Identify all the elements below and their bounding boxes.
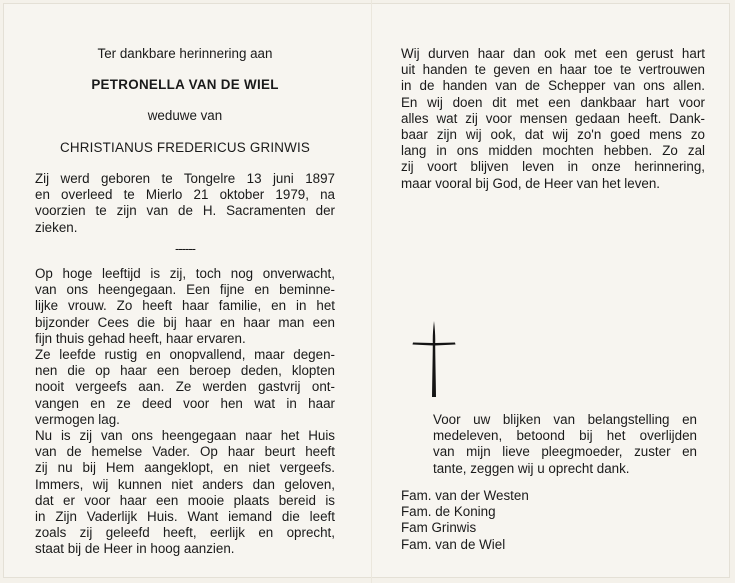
- paragraph-line: zij nu bij Hem aangeklopt, en niet vergeefs.: [35, 460, 335, 476]
- family-name: Fam. de Koning: [401, 504, 496, 520]
- cross-icon: [412, 321, 456, 397]
- birth-paragraph: [35, 171, 335, 236]
- paragraph-line: uit handen te geven en haar toe te vertrouwen: [401, 62, 705, 78]
- paragraph-line: zieken.: [35, 219, 78, 235]
- paragraph-line: van ons heengegaan. Een fijne en beminne-: [35, 282, 335, 298]
- paragraph-line: bijzonder Cees die bij haar en haar man een: [35, 314, 335, 330]
- paragraph-line: in Zijn Vaderlijk Huis. Want iemand die leeft: [35, 509, 335, 525]
- paragraph-line: staat bij de Heer in hoog aanzien.: [35, 541, 235, 557]
- paragraph-line: Op hoge leeftijd is zij, toch nog onverwacht,: [35, 266, 335, 281]
- intro-text: Ter dankbare herinnering aan: [97, 46, 273, 61]
- family-name: Fam. van de Wiel: [401, 536, 506, 552]
- paragraph-line: zij voort blijven leven in onze herinnering,: [401, 159, 705, 175]
- paragraph-line: nooit vergeefs aan. Ze werden gastvrij ont-: [35, 379, 335, 395]
- paragraph-line: maar vooral bij God, de Heer van het leven.: [401, 175, 661, 191]
- paragraph-line: fijn thuis gehad heeft, haar ervaren.: [35, 330, 246, 346]
- family-signatures: [401, 488, 601, 553]
- spouse-name: CHRISTIANUS FREDERICUS GRINWIS: [59, 140, 311, 155]
- paragraph-line: Wij durven haar dan ook met een gerust hart: [401, 46, 705, 61]
- family-name: Fam. van der Westen: [401, 488, 529, 503]
- paragraph-line: vermogen lag.: [35, 411, 120, 427]
- deceased-name: PETRONELLA VAN DE WIEL: [91, 77, 279, 92]
- paragraph-1: [35, 266, 335, 347]
- paragraph-line: Immers, wij kunnen niet anders dan geloven,: [35, 476, 335, 492]
- card-fold: [371, 0, 372, 583]
- paragraph-2: [35, 347, 335, 428]
- right-paragraph: [401, 46, 705, 192]
- paragraph-line: vangen en ze deed voor hen wat in haar: [35, 395, 335, 411]
- paragraph-line: en overleed te Mierlo 21 oktober 1979, na: [35, 187, 335, 203]
- paragraph-line: Nu is zij van ons heengegaan naar het Huis: [35, 428, 335, 443]
- paragraph-3: [35, 428, 335, 558]
- section-divider: ------: [175, 241, 195, 256]
- paragraph-line: alles wat zij voor mensen gedaan heeft. Dank-: [401, 110, 705, 126]
- paragraph-line: baar zijn wij ook, dat wij zo'n goed mens zo: [401, 127, 705, 143]
- paragraph-line: tante, zeggen wij u oprecht dank.: [433, 460, 630, 476]
- paragraph-line: Zij werd geboren te Tongelre 13 juni 1897: [35, 171, 335, 186]
- paragraph-line: voorzien te zijn van de H. Sacramenten der: [35, 203, 335, 219]
- paragraph-line: zoals zij geleefd heeft, eerlijk en oprecht,: [35, 525, 335, 541]
- thanks-paragraph: [433, 412, 697, 477]
- paragraph-line: medeleven, betoond bij het overlijden: [433, 428, 697, 444]
- family-name: Fam Grinwis: [401, 520, 477, 536]
- paragraph-line: van de hemelse Vader. Op haar beurt heeft: [35, 444, 335, 460]
- paragraph-line: En wij doen dit met een dankbaar hart voor: [401, 94, 705, 110]
- paragraph-line: dat er voor haar een mooie plaats bereid is: [35, 492, 335, 508]
- paragraph-line: nen die op haar een beroep deden, klopten: [35, 363, 335, 379]
- paragraph-line: Voor uw blijken van belangstelling en: [433, 412, 697, 427]
- relation-text: weduwe van: [147, 108, 223, 123]
- paragraph-line: lang in ons midden mochten hebben. Zo zal: [401, 143, 705, 159]
- paragraph-line: van mijn lieve pleegmoeder, zuster en: [433, 444, 697, 460]
- paragraph-line: Ze leefde rustig en onopvallend, maar degen-: [35, 347, 335, 362]
- paragraph-line: lijke vrouw. Zo heeft haar familie, en in het: [35, 298, 335, 314]
- paragraph-line: in de handen van de Schepper van ons allen.: [401, 78, 705, 94]
